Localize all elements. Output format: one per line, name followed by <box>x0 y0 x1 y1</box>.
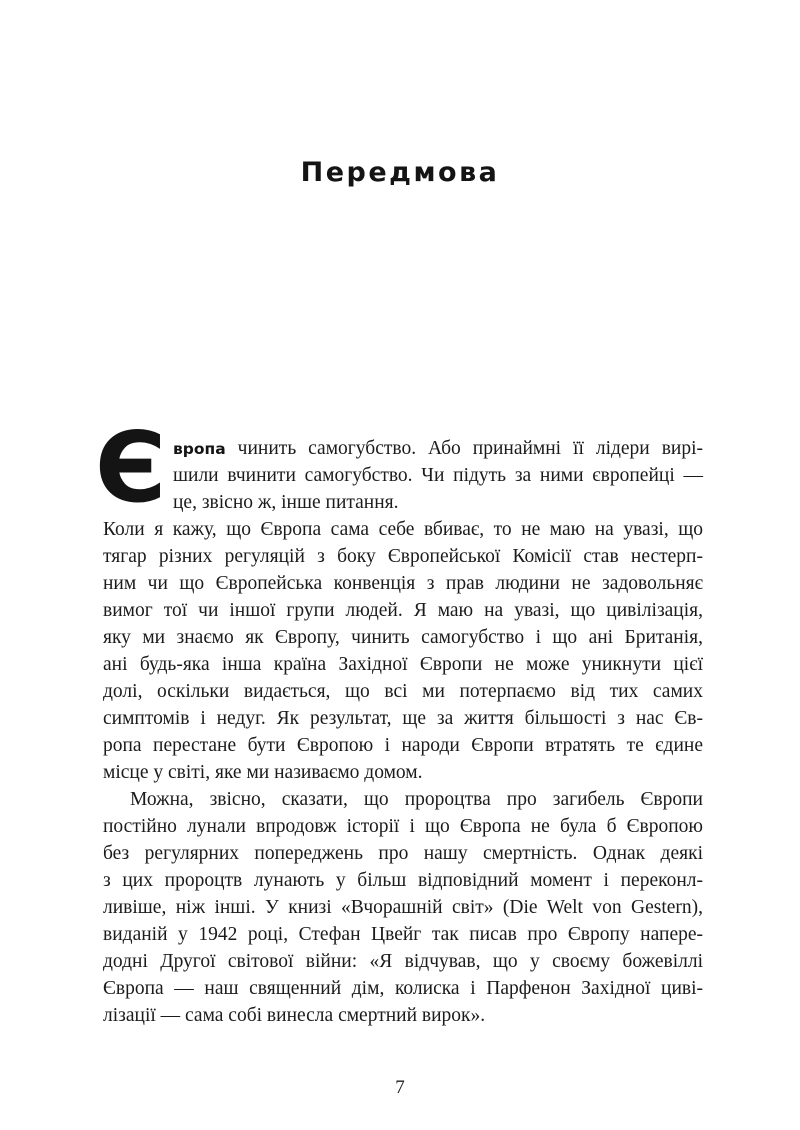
text-line <box>173 436 703 462</box>
text-line: додні Другої світової війни: «Я відчував, що у своєму божевіллі <box>103 951 703 972</box>
text-line: яку ми знаємо як Європу, чинить самогубство і що ані Британія, <box>103 627 703 648</box>
text-line: ним чи що Європейська конвенція з прав людини не задовольняє <box>103 573 703 594</box>
text-line: ані будь-яка інша країна Західної Європи не може уникнути цієї <box>103 654 703 675</box>
text-line: постійно лунали впродовж історії і що Європа не була б Європою <box>103 816 703 837</box>
text-line: з цих пророцтв лунають у більш відповідний момент і переконл- <box>103 870 703 891</box>
text-line: це, звісно ж, інше питання. <box>173 492 399 513</box>
text-line: Можна, звісно, сказати, що пророцтва про загибель Європи <box>130 789 703 810</box>
page-number: 7 <box>395 1077 405 1098</box>
text-line: лізації — сама собі винесла смертний вирок». <box>103 1005 486 1026</box>
text-line: Європа — наш священний дім, колиска і Парфенон Західної циві- <box>103 978 703 999</box>
first-line-text: чинить самогубство. Або принаймні її лідери вирі- <box>225 438 703 459</box>
text-line: шили вчинити самогубство. Чи підуть за ними європейці — <box>173 465 703 486</box>
text-line: вимог тої чи іншої групи людей. Я маю на увазі, що цивілізація, <box>103 600 703 621</box>
lead-word: вропа <box>173 440 226 458</box>
text-line: долі, оскільки видається, що всі ми потерпаємо від тих самих <box>103 681 703 702</box>
text-line: ливіше, ніж інші. У книзі «Вчорашній світ» (Die Welt von Gestern), <box>103 897 703 918</box>
text-line: виданій у 1942 році, Стефан Цвейг так писав про Європу напере- <box>103 924 703 945</box>
chapter-title: Передмова <box>300 157 500 188</box>
text-line: Коли я кажу, що Європа сама себе вбиває, то не маю на увазі, що <box>103 519 703 540</box>
text-line: без регулярних попереджень про нашу смертність. Однак деякі <box>103 843 703 864</box>
drop-cap: Є <box>95 411 167 524</box>
text-line: тягар різних регуляцій з боку Європейської Комісії став нестерп- <box>103 546 703 567</box>
text-line: місце у світі, яке ми називаємо домом. <box>103 762 423 783</box>
text-line: ропа перестане бути Європою і народи Європи втратять те єдине <box>103 735 703 756</box>
text-line: симптомів і недуг. Як результат, ще за життя більшості з нас Єв- <box>103 708 703 729</box>
